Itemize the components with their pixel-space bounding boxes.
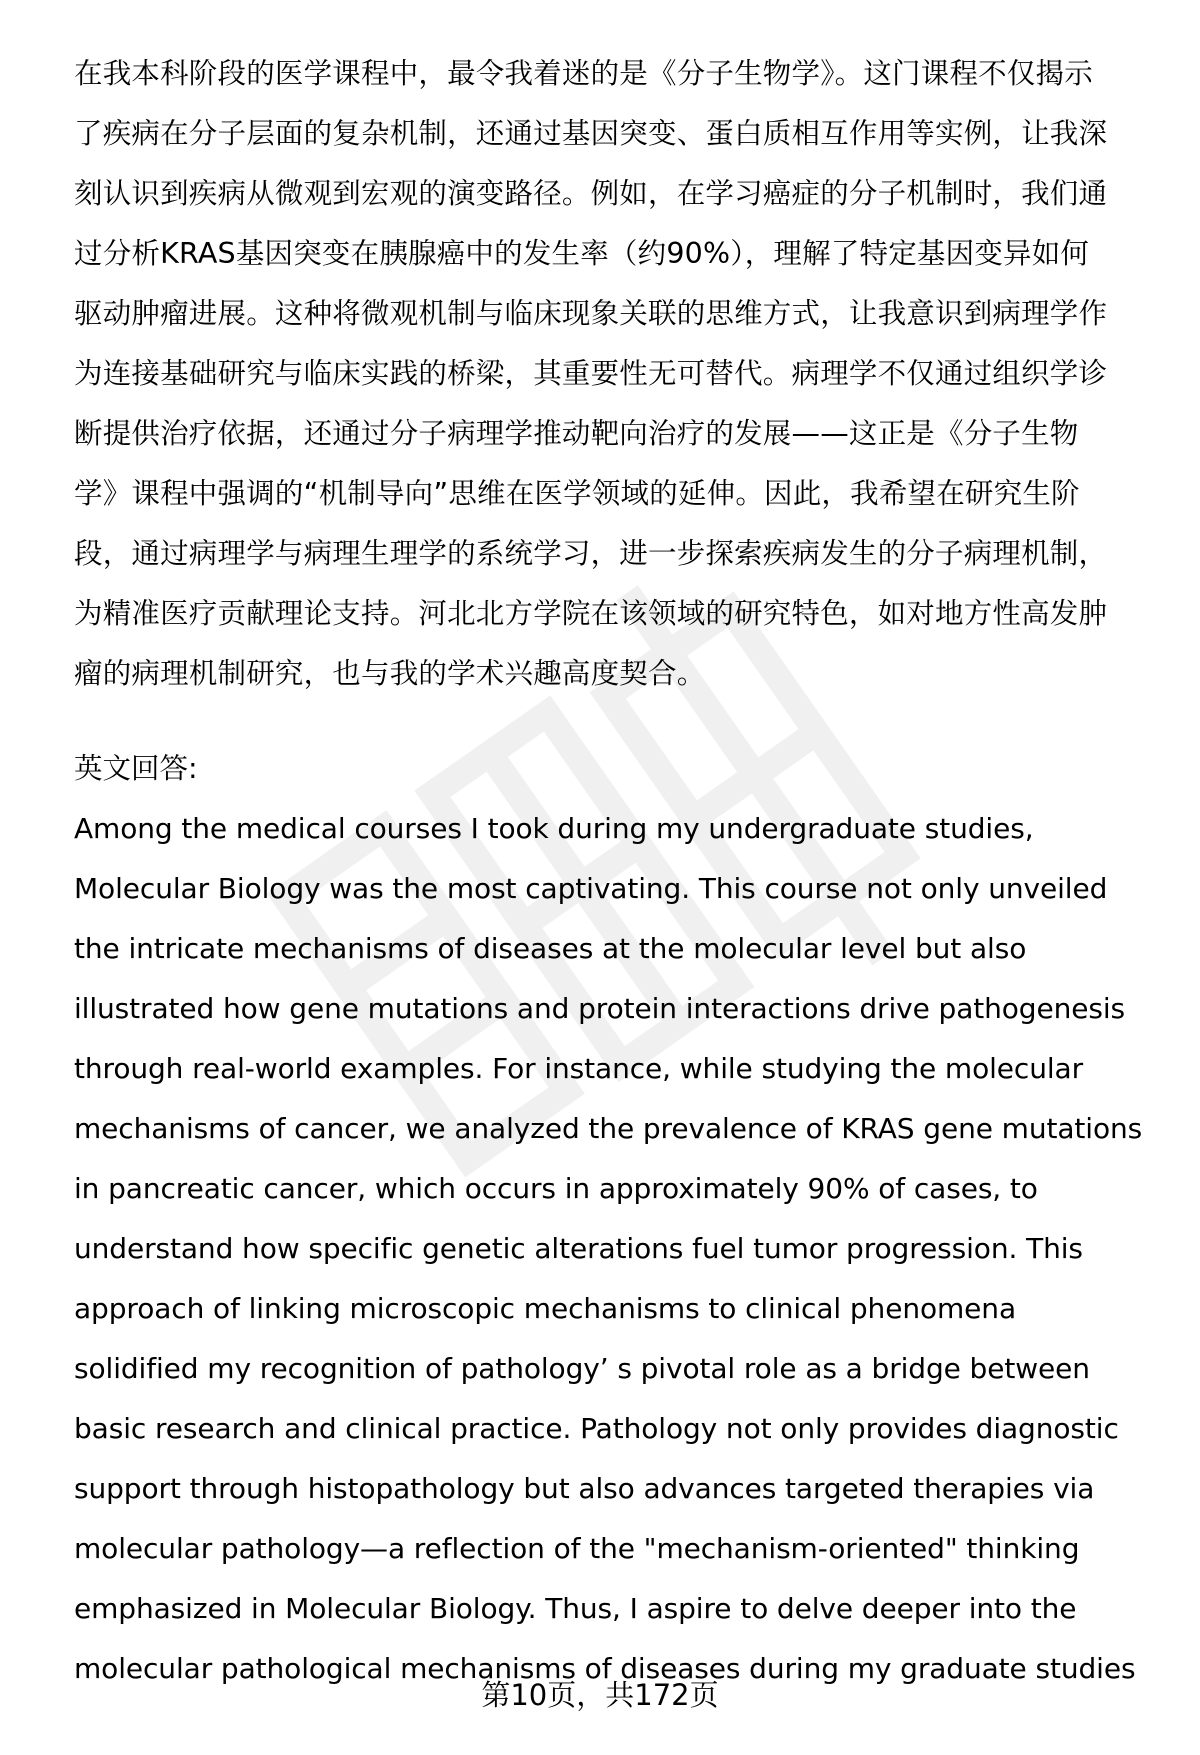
chinese-line: 学》课程中强调的“机制导向”思维在医学领域的延伸。因此，我希望在研究生阶 — [74, 477, 1080, 510]
english-line: molecular pathology—a reflection of the "mechanism-oriented" thinking — [74, 1532, 1080, 1565]
english-line: the intricate mechanisms of diseases at the molecular level but also — [74, 932, 1027, 965]
chinese-line: 在我本科阶段的医学课程中，最令我着迷的是《分子生物学》。这门课程不仅揭示 — [74, 57, 1093, 90]
chinese-line: 段，通过病理学与病理生理学的系统学习，进一步探索疾病发生的分子病理机制， — [74, 537, 1108, 570]
english-line: emphasized in Molecular Biology. Thus, I aspire to delve deeper into the — [74, 1592, 1077, 1625]
english-line: support through histopathology but also advances targeted therapies via — [74, 1472, 1095, 1505]
chinese-line: 断提供治疗依据，还通过分子病理学推动靶向治疗的发展——这正是《分子生物 — [74, 417, 1079, 450]
english-line: Among the medical courses I took during my undergraduate studies, — [74, 812, 1034, 845]
english-answer-label: 英文回答: — [74, 752, 198, 785]
page-number-footer: 第10页，共172页 — [481, 1678, 719, 1712]
english-line: illustrated how gene mutations and protein interactions drive pathogenesis — [74, 992, 1126, 1025]
english-line: through real-world examples. For instance, while studying the molecular — [74, 1052, 1083, 1085]
chinese-line: 为精准医疗贡献理论支持。河北北方学院在该领域的研究特色，如对地方性高发肿 — [74, 597, 1108, 630]
chinese-line: 刻认识到疾病从微观到宏观的演变路径。例如，在学习癌症的分子机制时，我们通 — [74, 177, 1108, 210]
chinese-line: 过分析KRAS基因突变在胰腺癌中的发生率（约90%），理解了特定基因变异如何 — [74, 237, 1090, 270]
english-line: basic research and clinical practice. Pathology not only provides diagnostic — [74, 1412, 1119, 1445]
chinese-line: 为连接基础研究与临床实践的桥梁，其重要性无可替代。病理学不仅通过组织学诊 — [74, 357, 1108, 390]
english-line: understand how specific genetic alterations fuel tumor progression. This — [74, 1232, 1083, 1265]
english-line: molecular pathological mechanisms of diseases during my graduate studies — [74, 1652, 1136, 1685]
english-line: approach of linking microscopic mechanisms to clinical phenomena — [74, 1292, 1017, 1325]
english-line: Molecular Biology was the most captivating. This course not only unveiled — [74, 872, 1108, 905]
chinese-line: 驱动肿瘤进展。这种将微观机制与临床现象关联的思维方式，让我意识到病理学作 — [74, 297, 1108, 330]
english-line: in pancreatic cancer, which occurs in approximately 90% of cases, to — [74, 1172, 1038, 1205]
english-line: solidified my recognition of pathology’ s pivotal role as a bridge between — [74, 1352, 1090, 1385]
chinese-line: 瘤的病理机制研究，也与我的学术兴趣高度契合。 — [74, 657, 706, 690]
english-line: mechanisms of cancer, we analyzed the prevalence of KRAS gene mutations — [74, 1112, 1143, 1145]
chinese-line: 了疾病在分子层面的复杂机制，还通过基因突变、蛋白质相互作用等实例，让我深 — [74, 117, 1108, 150]
